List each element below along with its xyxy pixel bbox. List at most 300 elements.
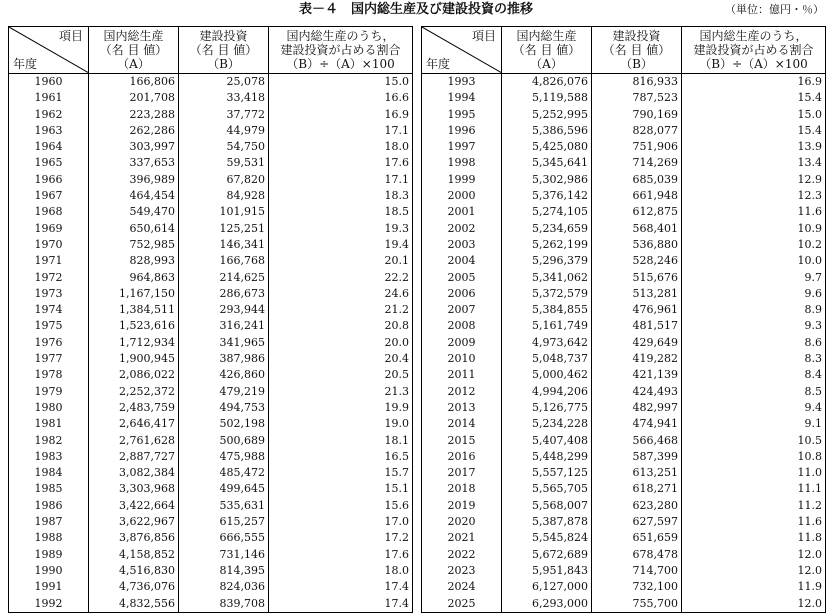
year-cell: 2012 xyxy=(422,384,502,400)
gdp-cell: 5,296,379 xyxy=(502,253,592,269)
construction-cell: 424,493 xyxy=(592,384,682,400)
construction-cell: 651,659 xyxy=(592,530,682,546)
year-cell: 2014 xyxy=(422,416,502,432)
table-row xyxy=(9,416,413,432)
gdp-cell: 5,376,142 xyxy=(502,188,592,204)
gdp-cell: 2,887,727 xyxy=(89,449,179,465)
table-row xyxy=(422,221,826,237)
share-cell: 9.7 xyxy=(682,270,826,286)
data-table-left xyxy=(8,26,413,613)
header-line: （B）÷（A）×100 xyxy=(699,57,808,71)
construction-cell: 84,928 xyxy=(179,188,269,204)
year-cell: 2016 xyxy=(422,449,502,465)
year-cell: 2001 xyxy=(422,204,502,220)
construction-cell: 101,915 xyxy=(179,204,269,220)
gdp-cell: 5,119,588 xyxy=(502,90,592,106)
table-row xyxy=(422,188,826,204)
header-line: （A） xyxy=(530,57,563,71)
table-row xyxy=(9,253,413,269)
gdp-cell: 5,161,749 xyxy=(502,318,592,334)
share-header xyxy=(269,27,413,74)
gdp-cell: 5,384,855 xyxy=(502,302,592,318)
gdp-cell: 5,372,579 xyxy=(502,286,592,302)
year-cell: 1977 xyxy=(9,351,89,367)
share-cell: 13.9 xyxy=(682,139,826,155)
year-cell: 2023 xyxy=(422,563,502,579)
table-row xyxy=(422,384,826,400)
construction-cell: 661,948 xyxy=(592,188,682,204)
share-cell: 18.0 xyxy=(269,139,413,155)
year-cell: 2006 xyxy=(422,286,502,302)
year-cell: 1970 xyxy=(9,237,89,253)
header-line: （名 目 値） xyxy=(512,43,581,57)
construction-cell: 731,146 xyxy=(179,547,269,563)
year-cell: 1975 xyxy=(9,318,89,334)
gdp-cell: 4,516,830 xyxy=(89,563,179,579)
year-cell: 1997 xyxy=(422,139,502,155)
header-line: 国内総生産のうち， xyxy=(286,29,395,43)
share-cell: 11.2 xyxy=(682,498,826,514)
table-row xyxy=(422,596,826,613)
share-cell: 13.4 xyxy=(682,155,826,171)
share-cell: 8.3 xyxy=(682,351,826,367)
gdp-cell: 2,086,022 xyxy=(89,367,179,383)
year-cell: 2025 xyxy=(422,596,502,613)
share-cell: 9.4 xyxy=(682,400,826,416)
year-cell: 1999 xyxy=(422,172,502,188)
year-cell: 1985 xyxy=(9,481,89,497)
share-cell: 16.6 xyxy=(269,90,413,106)
gdp-cell: 650,614 xyxy=(89,221,179,237)
gdp-cell: 549,470 xyxy=(89,204,179,220)
construction-cell: 612,875 xyxy=(592,204,682,220)
share-cell: 15.6 xyxy=(269,498,413,514)
construction-cell: 494,753 xyxy=(179,400,269,416)
year-cell: 1972 xyxy=(9,270,89,286)
share-cell: 21.3 xyxy=(269,384,413,400)
construction-cell: 67,820 xyxy=(179,172,269,188)
year-cell: 2008 xyxy=(422,318,502,334)
table-row xyxy=(422,253,826,269)
table-row xyxy=(422,547,826,563)
year-cell: 1984 xyxy=(9,465,89,481)
year-cell: 1971 xyxy=(9,253,89,269)
table-row xyxy=(422,498,826,514)
gdp-cell: 464,454 xyxy=(89,188,179,204)
share-cell: 11.9 xyxy=(682,579,826,595)
share-cell: 12.9 xyxy=(682,172,826,188)
year-cell: 1982 xyxy=(9,433,89,449)
table-body-left xyxy=(9,74,413,613)
table-row xyxy=(9,596,413,613)
share-cell: 11.6 xyxy=(682,514,826,530)
year-cell: 2004 xyxy=(422,253,502,269)
table-row xyxy=(9,107,413,123)
year-cell: 1961 xyxy=(9,90,89,106)
gdp-cell: 4,736,076 xyxy=(89,579,179,595)
gdp-cell: 2,761,628 xyxy=(89,433,179,449)
share-cell: 18.1 xyxy=(269,433,413,449)
share-cell: 11.6 xyxy=(682,204,826,220)
gdp-cell: 5,407,408 xyxy=(502,433,592,449)
header-line: （B） xyxy=(620,57,653,71)
table-title: 表－４ 国内総生産及び建設投資の推移 xyxy=(298,2,533,17)
year-cell: 2018 xyxy=(422,481,502,497)
gdp-cell: 5,386,596 xyxy=(502,123,592,139)
construction-cell: 25,078 xyxy=(179,74,269,91)
gdp-cell: 5,672,689 xyxy=(502,547,592,563)
year-cell: 1981 xyxy=(9,416,89,432)
share-cell: 9.3 xyxy=(682,318,826,334)
table-row xyxy=(422,123,826,139)
share-cell: 19.3 xyxy=(269,221,413,237)
year-cell: 1993 xyxy=(422,74,502,91)
gdp-cell: 5,234,228 xyxy=(502,416,592,432)
construction-cell: 618,271 xyxy=(592,481,682,497)
gdp-cell: 337,653 xyxy=(89,155,179,171)
gdp-cell: 5,274,105 xyxy=(502,204,592,220)
construction-cell: 814,395 xyxy=(179,563,269,579)
year-cell: 1967 xyxy=(9,188,89,204)
gdp-cell: 5,302,986 xyxy=(502,172,592,188)
share-cell: 10.8 xyxy=(682,449,826,465)
corner-year-label: 年度 xyxy=(426,57,451,71)
table-row xyxy=(422,286,826,302)
construction-cell: 37,772 xyxy=(179,107,269,123)
construction-cell: 479,219 xyxy=(179,384,269,400)
construction-cell: 732,100 xyxy=(592,579,682,595)
year-cell: 1963 xyxy=(9,123,89,139)
gdp-cell: 5,262,199 xyxy=(502,237,592,253)
table-row xyxy=(422,318,826,334)
share-cell: 10.5 xyxy=(682,433,826,449)
gdp-cell: 5,252,995 xyxy=(502,107,592,123)
header-line: （名 目 値） xyxy=(189,43,258,57)
share-cell: 15.1 xyxy=(269,481,413,497)
construction-cell: 59,531 xyxy=(179,155,269,171)
construction-cell: 499,645 xyxy=(179,481,269,497)
gdp-header xyxy=(89,27,179,74)
gdp-cell: 828,993 xyxy=(89,253,179,269)
gdp-cell: 5,234,659 xyxy=(502,221,592,237)
table-row xyxy=(9,465,413,481)
corner-header xyxy=(422,27,502,74)
year-cell: 2019 xyxy=(422,498,502,514)
year-cell: 1990 xyxy=(9,563,89,579)
table-row xyxy=(9,302,413,318)
gdp-cell: 5,425,080 xyxy=(502,139,592,155)
construction-cell: 214,625 xyxy=(179,270,269,286)
corner-item-label: 項目 xyxy=(471,29,496,43)
gdp-cell: 303,997 xyxy=(89,139,179,155)
construction-cell: 341,965 xyxy=(179,335,269,351)
construction-cell: 824,036 xyxy=(179,579,269,595)
table-row xyxy=(422,416,826,432)
table-row xyxy=(9,579,413,595)
construction-cell: 755,700 xyxy=(592,596,682,613)
share-cell: 16.5 xyxy=(269,449,413,465)
year-cell: 1983 xyxy=(9,449,89,465)
construction-cell: 613,251 xyxy=(592,465,682,481)
year-cell: 2007 xyxy=(422,302,502,318)
gdp-cell: 3,422,664 xyxy=(89,498,179,514)
year-cell: 2009 xyxy=(422,335,502,351)
table-row xyxy=(9,514,413,530)
year-cell: 2024 xyxy=(422,579,502,595)
gdp-cell: 5,126,775 xyxy=(502,400,592,416)
header-line: 建設投資が占める割合 xyxy=(693,43,814,57)
share-cell: 10.2 xyxy=(682,237,826,253)
gdp-cell: 5,448,299 xyxy=(502,449,592,465)
gdp-cell: 4,158,852 xyxy=(89,547,179,563)
construction-cell: 751,906 xyxy=(592,139,682,155)
table-row xyxy=(9,155,413,171)
gdp-cell: 3,876,856 xyxy=(89,530,179,546)
construction-cell: 476,961 xyxy=(592,302,682,318)
gdp-cell: 5,951,843 xyxy=(502,563,592,579)
share-cell: 12.0 xyxy=(682,547,826,563)
table-row xyxy=(422,74,826,91)
header-line: 国内総生産のうち， xyxy=(699,29,808,43)
table-row xyxy=(422,514,826,530)
construction-cell: 568,401 xyxy=(592,221,682,237)
construction-cell: 790,169 xyxy=(592,107,682,123)
table-row xyxy=(422,302,826,318)
share-header xyxy=(682,27,826,74)
year-cell: 1996 xyxy=(422,123,502,139)
table-row xyxy=(422,237,826,253)
share-cell: 22.2 xyxy=(269,270,413,286)
construction-cell: 528,246 xyxy=(592,253,682,269)
year-cell: 1965 xyxy=(9,155,89,171)
table-row xyxy=(9,139,413,155)
year-cell: 1973 xyxy=(9,286,89,302)
gdp-cell: 6,127,000 xyxy=(502,579,592,595)
construction-cell: 316,241 xyxy=(179,318,269,334)
share-cell: 10.0 xyxy=(682,253,826,269)
header-line: （A） xyxy=(117,57,150,71)
table-row xyxy=(422,481,826,497)
construction-cell: 515,676 xyxy=(592,270,682,286)
year-cell: 1979 xyxy=(9,384,89,400)
year-cell: 2021 xyxy=(422,530,502,546)
construction-cell: 474,941 xyxy=(592,416,682,432)
gdp-cell: 3,303,968 xyxy=(89,481,179,497)
construction-cell: 566,468 xyxy=(592,433,682,449)
header-line: 建設投資 xyxy=(612,29,661,43)
year-cell: 2000 xyxy=(422,188,502,204)
gdp-cell: 3,082,384 xyxy=(89,465,179,481)
share-cell: 20.8 xyxy=(269,318,413,334)
construction-cell: 787,523 xyxy=(592,90,682,106)
year-cell: 2002 xyxy=(422,221,502,237)
table-row xyxy=(9,433,413,449)
year-cell: 1988 xyxy=(9,530,89,546)
year-cell: 1968 xyxy=(9,204,89,220)
header-line: （B） xyxy=(207,57,240,71)
gdp-cell: 5,565,705 xyxy=(502,481,592,497)
table-row xyxy=(9,530,413,546)
table-row xyxy=(422,465,826,481)
share-cell: 11.8 xyxy=(682,530,826,546)
share-cell: 12.3 xyxy=(682,188,826,204)
construction-cell: 429,649 xyxy=(592,335,682,351)
gdp-cell: 5,387,878 xyxy=(502,514,592,530)
share-cell: 18.0 xyxy=(269,563,413,579)
corner-year-label: 年度 xyxy=(13,57,38,71)
share-cell: 24.6 xyxy=(269,286,413,302)
gdp-cell: 2,646,417 xyxy=(89,416,179,432)
gdp-cell: 1,384,511 xyxy=(89,302,179,318)
share-cell: 19.0 xyxy=(269,416,413,432)
year-cell: 1978 xyxy=(9,367,89,383)
share-cell: 17.0 xyxy=(269,514,413,530)
year-cell: 1987 xyxy=(9,514,89,530)
share-cell: 17.1 xyxy=(269,172,413,188)
construction-cell: 714,700 xyxy=(592,563,682,579)
share-cell: 20.5 xyxy=(269,367,413,383)
year-cell: 1962 xyxy=(9,107,89,123)
gdp-cell: 1,712,934 xyxy=(89,335,179,351)
share-cell: 10.9 xyxy=(682,221,826,237)
construction-cell: 623,280 xyxy=(592,498,682,514)
table-row xyxy=(9,351,413,367)
construction-cell: 678,478 xyxy=(592,547,682,563)
table-row xyxy=(422,351,826,367)
header-line: （名 目 値） xyxy=(99,43,168,57)
share-cell: 8.5 xyxy=(682,384,826,400)
table-row xyxy=(9,367,413,383)
table-row xyxy=(422,449,826,465)
gdp-cell: 752,985 xyxy=(89,237,179,253)
header-line: 建設投資が占める割合 xyxy=(280,43,401,57)
construction-cell: 426,860 xyxy=(179,367,269,383)
table-row xyxy=(9,90,413,106)
year-cell: 2020 xyxy=(422,514,502,530)
unit-note: （単位：億円・％） xyxy=(725,3,824,16)
share-cell: 15.0 xyxy=(269,74,413,91)
year-cell: 2022 xyxy=(422,547,502,563)
table-row xyxy=(9,335,413,351)
year-cell: 1976 xyxy=(9,335,89,351)
gdp-cell: 2,483,759 xyxy=(89,400,179,416)
table-row xyxy=(422,107,826,123)
share-cell: 15.7 xyxy=(269,465,413,481)
gdp-cell: 223,288 xyxy=(89,107,179,123)
gdp-cell: 166,806 xyxy=(89,74,179,91)
corner-item-label: 項目 xyxy=(58,29,83,43)
gdp-cell: 5,345,641 xyxy=(502,155,592,171)
construction-cell: 685,039 xyxy=(592,172,682,188)
table-row xyxy=(9,188,413,204)
share-cell: 11.0 xyxy=(682,465,826,481)
share-cell: 18.5 xyxy=(269,204,413,220)
gdp-cell: 5,557,125 xyxy=(502,465,592,481)
construction-cell: 421,139 xyxy=(592,367,682,383)
gdp-cell: 5,341,062 xyxy=(502,270,592,286)
gdp-cell: 1,523,616 xyxy=(89,318,179,334)
construction-cell: 816,933 xyxy=(592,74,682,91)
gdp-cell: 4,994,206 xyxy=(502,384,592,400)
gdp-cell: 1,900,945 xyxy=(89,351,179,367)
table-row xyxy=(422,400,826,416)
table-row xyxy=(9,286,413,302)
table-row xyxy=(422,90,826,106)
gdp-cell: 262,286 xyxy=(89,123,179,139)
year-cell: 1989 xyxy=(9,547,89,563)
gdp-cell: 396,989 xyxy=(89,172,179,188)
share-cell: 21.2 xyxy=(269,302,413,318)
share-cell: 8.4 xyxy=(682,367,826,383)
construction-cell: 485,472 xyxy=(179,465,269,481)
year-cell: 1964 xyxy=(9,139,89,155)
table-row xyxy=(9,237,413,253)
share-cell: 20.0 xyxy=(269,335,413,351)
year-cell: 2005 xyxy=(422,270,502,286)
table-row xyxy=(422,204,826,220)
table-row xyxy=(9,400,413,416)
table-row xyxy=(422,579,826,595)
share-cell: 19.4 xyxy=(269,237,413,253)
construction-cell: 587,399 xyxy=(592,449,682,465)
construction-cell: 615,257 xyxy=(179,514,269,530)
share-cell: 16.9 xyxy=(682,74,826,91)
share-cell: 15.4 xyxy=(682,90,826,106)
year-cell: 1991 xyxy=(9,579,89,595)
construction-cell: 535,631 xyxy=(179,498,269,514)
table-row xyxy=(9,547,413,563)
gdp-cell: 5,568,007 xyxy=(502,498,592,514)
share-cell: 9.1 xyxy=(682,416,826,432)
year-cell: 1992 xyxy=(9,596,89,613)
construction-cell: 839,708 xyxy=(179,596,269,613)
table-row xyxy=(9,449,413,465)
share-cell: 20.1 xyxy=(269,253,413,269)
share-cell: 8.6 xyxy=(682,335,826,351)
share-cell: 12.0 xyxy=(682,563,826,579)
table-row xyxy=(422,433,826,449)
gdp-cell: 4,826,076 xyxy=(502,74,592,91)
construction-cell: 666,555 xyxy=(179,530,269,546)
share-cell: 17.6 xyxy=(269,547,413,563)
construction-header xyxy=(179,27,269,74)
construction-cell: 166,768 xyxy=(179,253,269,269)
gdp-header xyxy=(502,27,592,74)
construction-cell: 536,880 xyxy=(592,237,682,253)
construction-cell: 482,997 xyxy=(592,400,682,416)
construction-header xyxy=(592,27,682,74)
gdp-cell: 964,863 xyxy=(89,270,179,286)
construction-cell: 513,281 xyxy=(592,286,682,302)
year-cell: 1995 xyxy=(422,107,502,123)
table-row xyxy=(9,172,413,188)
year-cell: 1974 xyxy=(9,302,89,318)
construction-cell: 286,673 xyxy=(179,286,269,302)
year-cell: 1980 xyxy=(9,400,89,416)
share-cell: 15.0 xyxy=(682,107,826,123)
construction-cell: 33,418 xyxy=(179,90,269,106)
construction-cell: 627,597 xyxy=(592,514,682,530)
construction-cell: 54,750 xyxy=(179,139,269,155)
gdp-cell: 4,832,556 xyxy=(89,596,179,613)
construction-cell: 714,269 xyxy=(592,155,682,171)
share-cell: 18.3 xyxy=(269,188,413,204)
table-row xyxy=(9,563,413,579)
year-cell: 1986 xyxy=(9,498,89,514)
construction-cell: 481,517 xyxy=(592,318,682,334)
construction-cell: 44,979 xyxy=(179,123,269,139)
gdp-cell: 1,167,150 xyxy=(89,286,179,302)
